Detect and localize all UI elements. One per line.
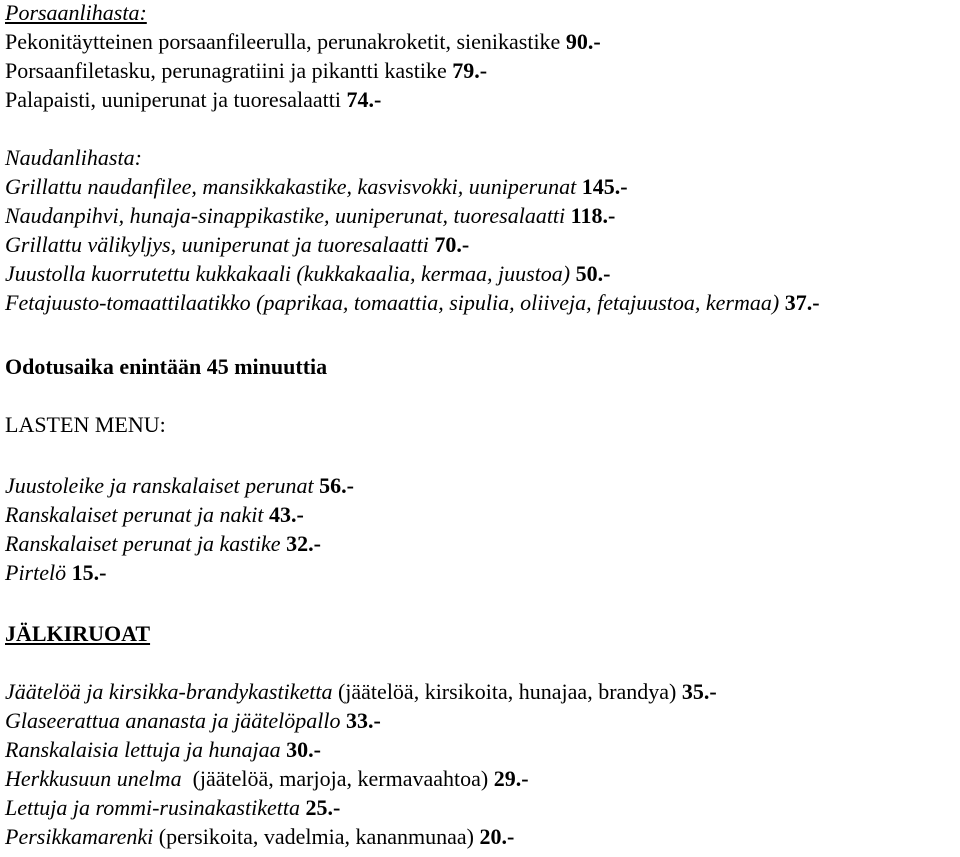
item-name: Ranskalaiset perunat ja kastike (5, 531, 287, 556)
menu-item (5, 230, 469, 259)
item-price: 43.- (268, 502, 304, 527)
menu-item (5, 500, 304, 529)
menu-item (5, 822, 514, 851)
item-price: 29.- (493, 766, 529, 791)
menu-item (5, 558, 106, 587)
item-name: Jäätelöä ja kirsikka-brandykastiketta (5, 679, 333, 704)
item-price: 118.- (570, 203, 616, 228)
menu-item (5, 706, 381, 735)
item-name: Pekonitäytteinen porsaanfileerulla, perunakroketit, sienikastike (5, 29, 566, 54)
menu-item (5, 529, 321, 558)
kids-heading: LASTEN MENU: (5, 412, 166, 437)
item-price: 79.- (452, 58, 488, 83)
item-price: 35.- (681, 679, 717, 704)
menu-item (5, 471, 354, 500)
item-price: 33.- (346, 708, 381, 733)
item-name: Persikkamarenki (5, 824, 154, 849)
item-name: Porsaanfiletasku, perunagratiini ja pikantti kastike (5, 58, 453, 83)
item-price: 32.- (286, 531, 321, 556)
item-name: Juustoleike ja ranskalaiset perunat (5, 473, 320, 498)
item-name: Grillattu naudanfilee, mansikkakastike, kasvisvokki, uuniperunat (5, 174, 582, 199)
menu-item (5, 259, 610, 288)
item-name: Lettuja ja rommi-rusinakastiketta (5, 795, 306, 820)
menu-item (5, 172, 628, 201)
item-name: Grillattu välikyljys, uuniperunat ja tuoresalaatti (5, 232, 435, 257)
wait-time-note: Odotusaika enintään 45 minuuttia (5, 354, 328, 379)
item-name: Ranskalaisia lettuja ja hunajaa (5, 737, 287, 762)
pork-heading: Porsaanlihasta: (5, 0, 147, 25)
item-price: 90.- (565, 29, 601, 54)
item-desc: (jäätelöä, kirsikoita, hunajaa, brandya) (332, 679, 682, 704)
item-price: 37.- (784, 290, 820, 315)
item-name: Glaseerattua ananasta ja jäätelöpallo (5, 708, 346, 733)
item-price: 30.- (286, 737, 321, 762)
item-desc: (persikoita, vadelmia, kananmunaa) (153, 824, 480, 849)
menu-item (5, 764, 529, 793)
item-name: Pirtelö (5, 560, 72, 585)
item-price: 25.- (305, 795, 341, 820)
item-price: 70.- (434, 232, 470, 257)
item-price: 145.- (581, 174, 628, 199)
item-name: Juustolla kuorrutettu kukkakaali (kukkakaalia, kermaa, juustoa) (5, 261, 576, 286)
item-desc: (jäätelöä, marjoja, kermavaahtoa) (181, 766, 494, 791)
item-name: Palapaisti, uuniperunat ja tuoresalaatti (5, 87, 347, 112)
item-name: Fetajuusto-tomaattilaatikko (paprikaa, tomaattia, sipulia, oliiveja, fetajuustoa, kermaa) (5, 290, 785, 315)
menu-item (5, 793, 340, 822)
menu-item (5, 201, 615, 230)
item-name: Naudanpihvi, hunaja-sinappikastike, uuniperunat, tuoresalaatti (5, 203, 571, 228)
item-price: 56.- (319, 473, 354, 498)
menu-item (5, 288, 820, 317)
menu-item (5, 27, 601, 56)
menu-item (5, 56, 487, 85)
item-price: 15.- (71, 560, 107, 585)
menu-item (5, 85, 381, 114)
menu-item (5, 735, 321, 764)
item-price: 74.- (346, 87, 382, 112)
menu-item (5, 677, 717, 706)
item-name: Herkkusuun unelma (5, 766, 182, 791)
item-price: 50.- (575, 261, 611, 286)
item-name: Ranskalaiset perunat ja nakit (5, 502, 269, 527)
item-price: 20.- (479, 824, 515, 849)
beef-heading: Naudanlihasta: (5, 145, 142, 170)
dessert-heading: JÄLKIRUOAT (5, 621, 151, 646)
